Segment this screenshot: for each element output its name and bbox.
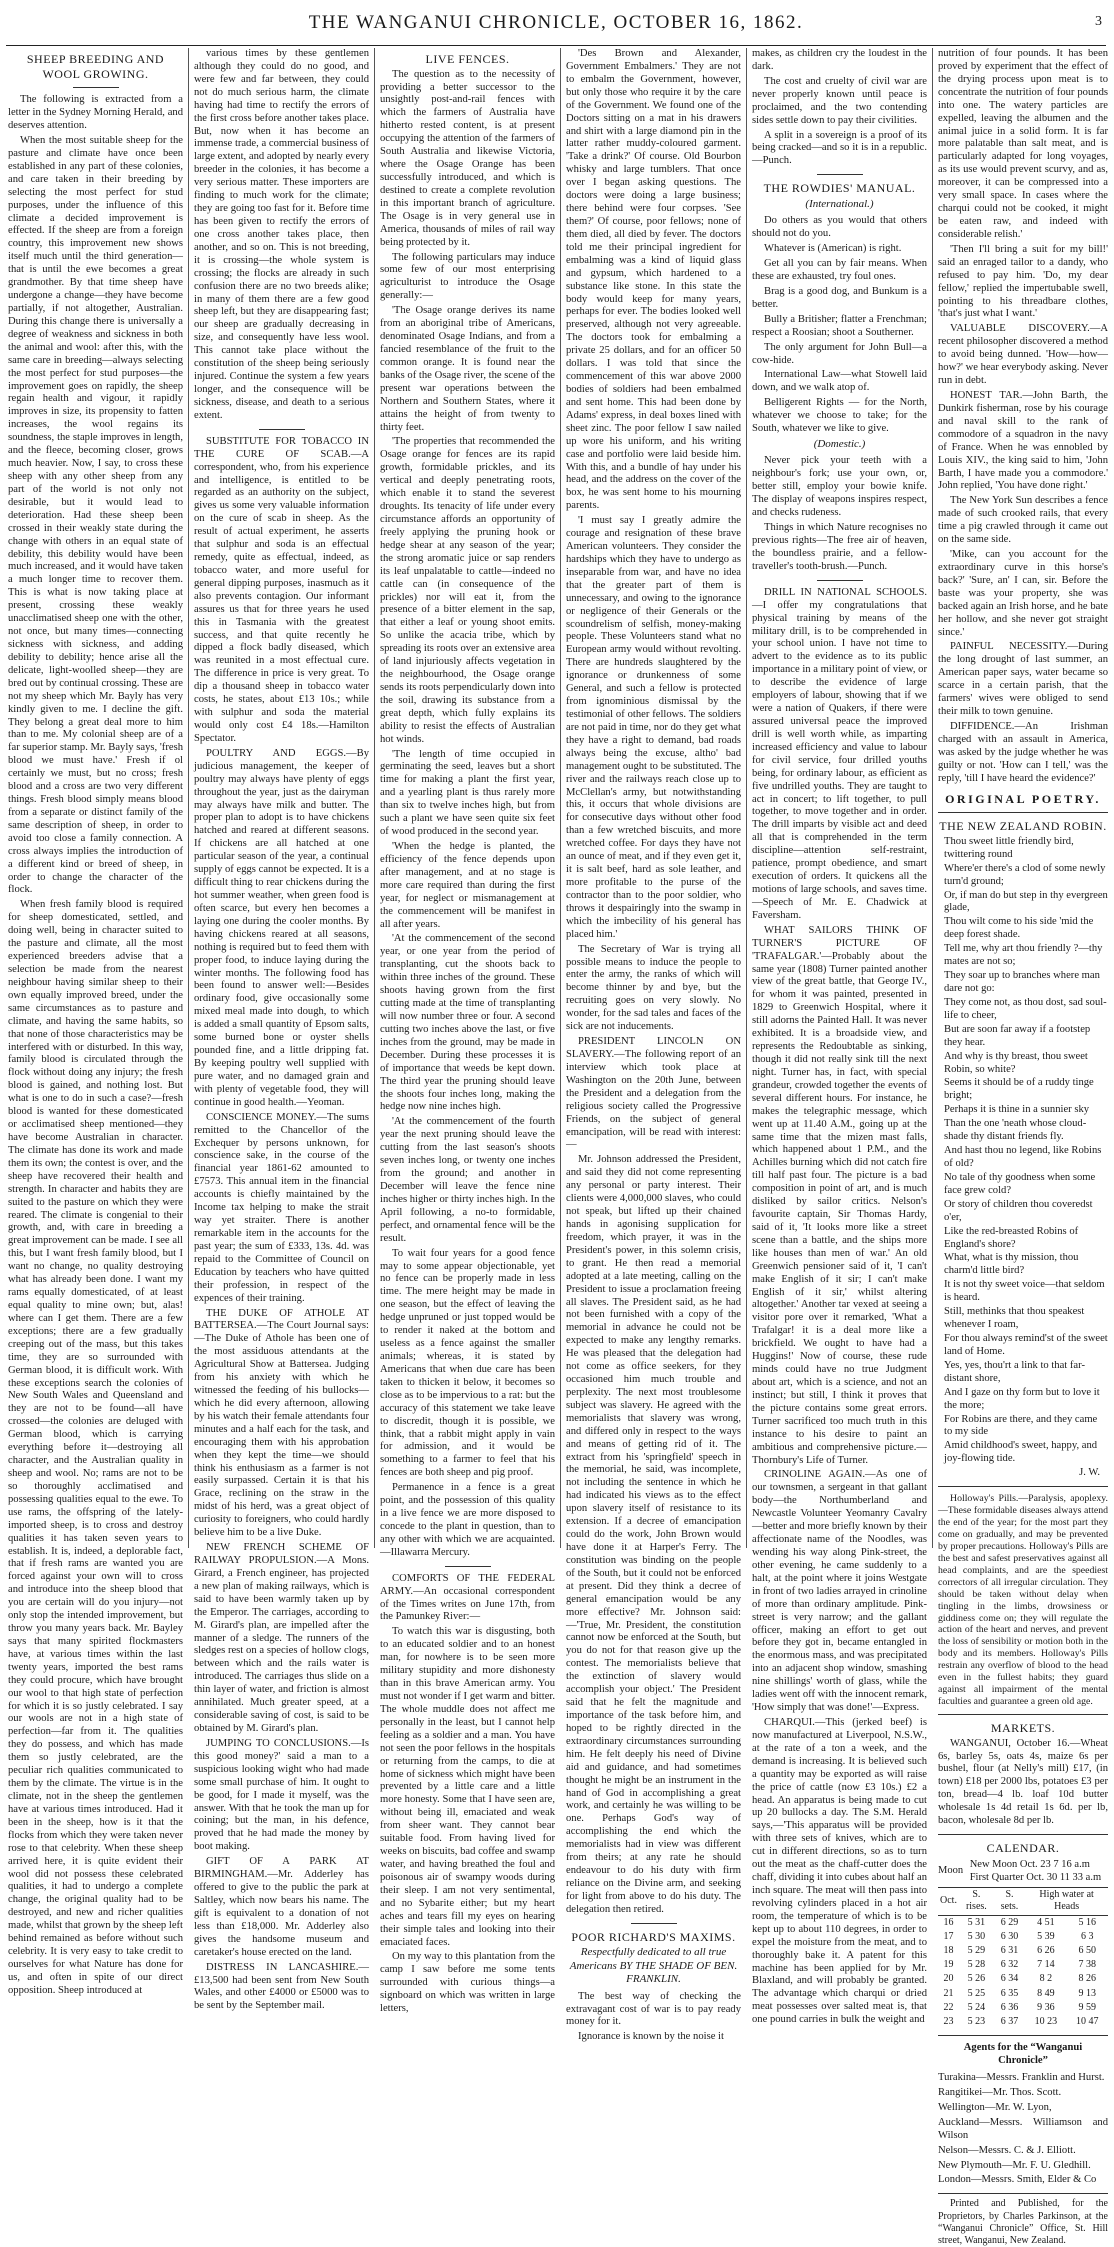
- poem-line: Amid childhood's sweet, happy, and joy-flowing tide.: [944, 1440, 1098, 1465]
- paragraph-lincoln: PRESIDENT LINCOLN ON SLAVERY.—The following report of an interview which took place at Washington on the 20th June, between the President and a delegation from the religious society called the Progressive Friends, on the subject of general emancipation, will be read with interest:—: [566, 1036, 741, 1151]
- tide-table-cell: 5 16: [1078, 1916, 1097, 1928]
- tide-table-row: [938, 1930, 1108, 1944]
- heading-markets: MARKETS.: [990, 1721, 1056, 1735]
- paragraph: The only argument for John Bull—a cow-hide.: [752, 341, 927, 366]
- heading-rowdies-manual: THE ROWDIES' MANUAL.: [763, 181, 916, 196]
- divider: [938, 1486, 1108, 1487]
- poem-line: Seems it should be of a ruddy tinge bright;: [944, 1077, 1094, 1102]
- tide-table-cell: 6 31: [1000, 1945, 1019, 1957]
- agent-entry: London—Messrs. Smith, Elder & Co: [938, 2174, 1097, 2186]
- poem-line: Thou sweet little friendly bird, twittering round: [944, 835, 1074, 860]
- divider: [817, 580, 863, 581]
- divider: [938, 1714, 1108, 1715]
- poem-line: They soar up to branches where man dare not go:: [944, 970, 1100, 995]
- tide-table-cell: 5 28: [967, 1959, 986, 1971]
- poem-line: And I gaze on thy form but to love it the more;: [944, 1386, 1100, 1411]
- poem-line: What, what is thy mission, thou charm'd little bird?: [944, 1252, 1079, 1277]
- column-4: [566, 48, 741, 2043]
- poem-line: Still, methinks that thou speakest whenever I roam,: [944, 1306, 1085, 1331]
- poem-line: Where'er there's a clod of some newly turn'd ground;: [944, 862, 1106, 887]
- tide-table-cell: 8 26: [1078, 1973, 1097, 1985]
- moon-phases: [938, 1859, 1108, 1885]
- poem-signature: J. W.: [1079, 1467, 1100, 1479]
- tide-table-cell: 5 25: [967, 1987, 986, 1999]
- paragraph: VALUABLE DISCOVERY.—A recent philosopher discovered a method to avoid being dunned. 'How—how—how?' we hear everybody asking. Never run in debt.: [938, 323, 1108, 387]
- newspaper-title: THE WANGANUI CHRONICLE, OCTOBER 16, 1862.: [308, 12, 804, 33]
- agent-entry: Turakina—Messrs. Franklin and Hurst.: [938, 2072, 1105, 2084]
- tide-table-row: [938, 2015, 1108, 2029]
- tide-table-cell: 17: [943, 1930, 954, 1942]
- paragraph: various times by these gentlemen although they could do no good, and were few and far between, they could not do much serious harm, the climate having had time to rectify the errors of the first cross before another takes place. But, now when it has become an immense trade, a commercial business of large extent, and adopted by nearly every breeder in the colonies, it has become a very serious matter. These importers are finding to much work for the climate; they are going too fast for it. Before time has been given to rectify the errors of one cross another takes place, then another, and so on. This is not breeding, it is crossing—the whole system is crossing; the flocks are already in such confusion there are no two breeds alike; in many of them there are a few good sheep left, but they are disappearing fast; our sheep are gradually decreasing in size, and consequently have less wool. This cannot take place without the constitution of the sheep being seriously injured. Continue the system a few years longer, and the consequence will be sickness, disease, and death to a serious extent.: [194, 48, 369, 421]
- column-3: [380, 48, 555, 2015]
- paragraph-holloway: Holloway's Pills.—Paralysis, apoplexy.—These formidable diseases always attend the end of the year; for the most part they come on gradually, and may be prevented by proper precautions. Holloway's Pills are the best and safest preservatives against all head complaints, and are the speediest correctors of all irregular circulation. They should be taken without delay when tingling in the limbs, drowsiness or giddiness come on; they will regulate the action of the heart and nerves, and prevent the loss of sensibility or motion both in the body and its members. Holloway's Pills restrain any overflow of blood to the head even in the fullest habits; they guard against all impairment of the mental faculties and guarantee a green old age.: [938, 1493, 1108, 1708]
- paragraph: When fresh family blood is required for sheep domesticated, settled, and doing well, being in character suited to the pasture and climate, all the most experienced breeders advise that a selection be made from the nearest neighbour having similar sheep to their own equally improved breed, under the same circumstances as to pasture and climate, and having the same habits, so that none of those characteristics may be interfered with or disturbed. In this way, family blood is circulated through the flock without doing any injury; the fresh blood is gained, and nothing lost. But what is one to do in such a case?—fresh blood is wanted for these domesticated or acclimatised sheep mentioned—they have become Australian in character. The climate has done its work and made them its own; the contest is over, and the sheep have recovered their health and strength. In character and habits they are suited to the pasture on which they were reared. The climate is congenial to their growth, and, with care in breeding a great improvement can be made. I see all this, but I want fresh family blood, but I want no change, no quality destroying what has already been done. I want my rams equally domesticated, of at least equal quality to mine own; but, alas! where can I get them. There are a few exceptions; there are a few gradually creeping out of the mass, but this takes time, they are so surrounded with German blood, it is difficult work. With these exceptions search the colonies of New South Wales and Queensland and they are not to be found—all have crossed—the colonies are deluged with German blood, which is carrying everything before it—destroying all character, and the Australian quality in sheep and wool. No; rams are not to be so thoroughly acclimatised and possessing qualities equal to the ewe. To use rams, the offspring of the lately-imported sheep, is to cross and destroy qualities it has taken seven years to establish. It is, indeed, a deplorable fact, that if fresh rams are wanted you are forced against your own will to cross and introduce into the sheep blood that you are certain will do you injury—not only stop the intended improvement, but throw you many years back. Mr. Bayley says that many spirited flockmasters have, at various times within the last twenty years, imported the best rams they could procure, which have brought our wool to that high state of perfection for which it is so justly celebrated. I say our wools are not in a high state of perfection—far from it. The qualities they do possess, and which has made them so justly celebrated, are the peculiar rich qualities communicated to them by the climate. The virtue is in the climate, not in the sheep the gentlemen have at various times introduced. Had it been in the sheep, how is it that the flocks from which they were taken never rose to that celebrity. When these sheep arrived here, it is quite evident their wool did not possess these celebrated qualities, it had to undergo a complete change, the original quality had to be destroyed, and new and richer qualities made, whilst that grown by the sheep left behind remained as before without such celebrity. It is very easy to take credit to ourselves for what Nature has done for us, and often in spite of our direct opposition. Sheep introduced at: [8, 899, 183, 1996]
- paragraph: 'At the commencement of the second year, or one year from the period of transplanting, cut the shoots back to within three inches of the ground. These shoots having grown from the first cutting made at the time of transplanting will now number three or four. A second cutting two inches above the last, or five inches from the ground, may be made in December. During these processes it is of importance that weeds be kept down. The third year the pruning should leave the shoots four inches long, making the hedge now nine inches high.: [380, 933, 555, 1113]
- tide-table-cell: 6 26: [1037, 1945, 1055, 1957]
- paragraph: Permanence in a fence is a great point, and the possession of this quality in a live fence we are more disposed to concede to the plant in question, than to any other with which we are acquainted.—Illawarra Mercury.: [380, 1482, 555, 1558]
- poem-line: Perhaps it is thine in a sunnier sky: [944, 1104, 1090, 1116]
- paragraph: The Secretary of War is trying all possible means to induce the people to enter the army, the ranks of which will become thinner by and bye, but the recruiting goes on very slowly. No wonder, for the sad tales and faces of the sick are not inducements.: [566, 943, 741, 1033]
- paragraph: Ignorance is known by the noise it: [578, 2031, 724, 2043]
- poem-line: Or, if man do but step in thy evergreen glade,: [944, 889, 1108, 914]
- paragraph: When the most suitable sheep for the pasture and climate have once been established in any part of these colonies, and care taken in their breeding by selecting the most perfect for stud purposes, under the influence of this climate a decided improvement is effected. If the sheep are from a foreign country, this improvement new shows itself much until the third generation—that is until the ewe becomes a great grandmother. By that time sheep have undergone a change—they have become partially, if not altogether, Australian. During this change there is universally a degree of weakness and sickness in both the animal and wool: after this, with the same care in breeding—always selecting the most perfect for stud purposes—the improvement goes on rapidly, the sheep regain health and vigour, it rapidly improves in size, its propensity to fatten increases, the wool regains its soundness, the staple improves in length, and the fleece, becoming closer, grows much heavier. Now, I say, to cross these sheep with any other sheep from any part of the world is not only not desirable, but it would lead to deterioration. Had these sheep been crossed in their weakly state during the change with others in an equal state of debility, this debility would have been much increased, and it would have taken a much longer time to recover them. This is what is now taking place at present, crossing these weakly unacclimatised sheep one with the other, not once, but many times—connecting sickness with sickness, and adding debility to debility; hence arise all the delicate, light-woolled sheep—they are bred out by continual crossing. These are not my sheep which Mr. Bayly has very kindly given to me. I decline the gift. They belong a great deal more to him than to me. My colonial sheep are of a far superior stamp. Mr. Bayly says, 'fresh blood we must have.' Fresh if ol certainly we must, but no cross; fresh blood and a cross are two very different things. Fresh blood simply means blood from a separate or distinct family of the same description of sheep, in order to avoid too close a family connection. A cross always implies the introduction of a different kind or breed of sheep, in order to change the character of the flock.: [8, 135, 183, 896]
- tide-table-cell: 8 49: [1037, 1987, 1055, 1999]
- paragraph-federal-army: COMFORTS OF THE FEDERAL ARMY.—An occasional correspondent of the Times writes on June 17th, from the Pamunkey River:—: [380, 1572, 555, 1623]
- divider: [938, 2035, 1108, 2036]
- agents-list: [938, 2042, 1108, 2187]
- paragraph: The New York Sun describes a fence made of such crooked rails, that every time a pig crawled through it came out on the same side.: [938, 495, 1108, 546]
- agents-title: Agents for the “Wanganui Chronicle”: [963, 2042, 1083, 2067]
- tide-table-cell: 6 29: [1000, 1916, 1019, 1928]
- divider: [817, 174, 863, 175]
- tide-table-cell: 19: [943, 1959, 954, 1971]
- paragraph: DIFFIDENCE.—An Irishman charged with an assault in America, was asked by the judge whether he was guilty or not. 'How can I tell,' was the reply, 'till I have heard the evidence?': [938, 721, 1108, 784]
- paragraph: Things in which Nature recognises no previous rights—The free air of heaven, the boundless prairie, and a fellow-traveller's tooth-brush.—Punch.: [752, 522, 927, 572]
- subheading-domestic: (Domestic.): [813, 438, 866, 451]
- moon-label: Moon: [938, 1865, 964, 1877]
- paragraph: International Law—what Stowell laid down, and we walk atop of.: [752, 369, 927, 394]
- paragraph: Belligerent Rights — for the North, whatever we choose to take; for the South, whatever we like to give.: [752, 397, 927, 435]
- paragraph: Brag is a good dog, and Bunkum is a better.: [752, 285, 927, 310]
- divider: [73, 87, 119, 88]
- tide-table-cell: 5 31: [967, 1916, 986, 1928]
- tide-table-row: [938, 1972, 1108, 1986]
- poem-line: And hast thou no legend, like Robins of old?: [944, 1145, 1102, 1169]
- poem-line: Tell me, why art thou friendly ?—thy mates are not so;: [944, 943, 1103, 968]
- tide-table-cell: 22: [943, 2001, 954, 2013]
- poem-line: Thou wilt come to his side 'mid the deep forest shade.: [944, 916, 1094, 941]
- tide-table-cell: 5 39: [1037, 1930, 1055, 1942]
- tide-table-header: Oct.: [938, 1888, 959, 1915]
- column-rule: [746, 48, 747, 1548]
- tide-table-cell: 5 26: [967, 1973, 986, 1985]
- paragraph: On my way to this plantation from the camp I saw before me some tents surrounded with curious things—a signboard on which was written in large letters,: [380, 1951, 555, 2015]
- paragraph-crinoline: CRINOLINE AGAIN.—As one of our townsmen, a sergeant in that gallant body—the Northumberland and Newcastle Volunteer Yeomanry Cavalry—better and more briefly known by their affectionate name of the Noodles, was wending his way along Pink-street, the other evening, he came suddenly to a halt, at the point where it joins Westgate in front of two ladies arrayed in crinoline of more than ordinary amplitude. Pink-street is very narrow; and the gallant officer, making an effort to get out before they got in, became entangled in the enormous mass, and was precipitated into an adjacent shop window, smashing nine shillings' worth of glass, while the ladies went off with the innocent remark, 'How simply that was done!'—Express.: [752, 1469, 927, 1714]
- column-rule: [560, 48, 561, 1548]
- divider: [631, 1923, 677, 1924]
- tide-table-cell: 5 24: [967, 2001, 986, 2013]
- paragraph-charqui: CHARQUI.—This (jerked beef) is now manufactured at Liverpool, N.S.W., at the rate of a ton a week, and the demand is increasing. It is believed such a quantity may be exported as will raise the price of cattle (now £3 10s.) £2 a head. An apparatus is being made to cut up 20 bullocks a day. The S.M. Herald says,—'This apparatus will be provided with three sets of knives, which are to cut in different directions, so as to turn out the meat as the chaff-cutter does the chaff, dividing it into cubes about half an inch square. The meat will then pass into revolving cylinders placed in a hot air room, the temperature of which is to be kept up to about 110 degrees, in order to expel the moisture from the meat, and to thoroughly bake it. A patent for this machine has been applied for by Mr. Blaxland, and will probably be granted. The advantage which charqui or dried meat possesses over salted meat is, that one pound carries in bulk the weight and: [752, 1716, 927, 2026]
- column-rule: [188, 48, 189, 1548]
- agent-entry: Nelson—Messrs. C. & J. Elliott.: [938, 2144, 1076, 2156]
- masthead: [6, 6, 1106, 46]
- paragraph: 'Des Brown and Alexander, Government Embalmers.' They are not to embalm the Government, however, but only those who require it by the care of the Government. We found one of the Doctors sitting on a mat in his drawers and shirt with a large diamond pin in the latter rather muddy-coloured garment. 'Take a drink?' Of course. Old Bourbon whisky and large tumblers. That once over I began asking questions. The doctors were doing a large business; there behind were four corpses. 'See them?' Of course, poor fellows; none of them died, all died by fever. The doctors told me their principal ingredient for embalming was a kind of liquid glass and gypsum, which hardened to a substance like stone. In this state the body would keep for many years, perhaps for ever. The bodies looked well preserved, although not very agreeable. The doctors took for embalming a private 25 dollars, and for an officer 50 dollars. I was told that since the commencement of this war above 2000 bodies of soldiers had been embalmed and sent home. This had been done by Adams' express, in deal boxes lined with sheet zinc. The poor fellow I saw nailed up wore his uniform, and his writing case and portfolio were laid beside him. With this, and a bundle of hay under his head, and the address on the cover of the box, he was sent home to his mourning parents.: [566, 48, 741, 512]
- paragraph: PAINFUL NECESSITY.—During the long drought of last summer, an American paper says, water became so scarce in a certain parish, that the farmers' wives were obliged to send their milk to town genuine.: [938, 641, 1108, 718]
- printers-imprint: Printed and Published, for the Proprietors, by Charles Parkinson, at the “Wanganui Chronicle” Office, St. Hill street, Wanganui, New Zealand.: [938, 2193, 1108, 2247]
- tide-table-cell: 6 50: [1078, 1945, 1097, 1957]
- paragraph: 'The properties that recommended the Osage orange for fences are its rapid growth, formidable prickles, and its vertical and deeply penetrating roots, which enable it to stand the severest droughts. Its tenacity of life under every circumstance affords an opportunity of freely applying the pruning hook or hedge shear at any season of the year; the strong aromatic juice or sap renders its leaf unpalatable to cattle—indeed no cattle can (in consequence of the prickles) nor will eat it, from the presence of a bitter element in the sap, that either a leaf or young shoot emits. So unlike the acacia tribe, which by spreading its roots over an extensive area of land injuriously affects vegetation in the neighbourhood, the Osage orange sends its roots perpendicularly down into the soil, drawing its substance from a great depth, which fully explains its ability to resist the effects of Australian hot winds.: [380, 436, 555, 745]
- tide-table-cell: 6 30: [1000, 1930, 1019, 1942]
- paragraph: 'Mike, can you account for the extraordinary curve in this horse's back?' 'Sure, an' I can, sir. Before the baste was your property, she was backed again an Irish horse, and he bate her hollow, and she never got straight since.': [938, 549, 1108, 638]
- paragraph: Get all you can by fair means. When these are exhausted, try foul ones.: [752, 258, 927, 283]
- paragraph: Bully a Britisher; flatter a Frenchman; respect a Roosian; shoot a Southerner.: [752, 313, 927, 338]
- paragraph: 'Then I'll bring a suit for my bill!' said an enraged tailor to a dandy, who refused to pay him. 'Do, my dear fellow,' replied the impertubable swell, pointing to his threadbare clothes, 'that's just what I want.': [938, 243, 1108, 320]
- paragraph: 'I must say I greatly admire the courage and resignation of these brave American volunteers. They consider the hardships which they have to undergo as inseparable from war, and have no idea that the greater part of them is unnecessary, and owing to the ignorance or negligence of their Generals or the scoundrelism of selfish, money-making people. These Volunteers stand what no European army would without revolting. There are hundreds slaughtered by the ignorance or drunkenness of some General, and such a fellow is protected from ignominious dismissal by the testimonial of other fellows. The soldiers are not paid in time, nor do they get what they have a right to demand, bad roads always being the excuse, altho' bad management ought to be substituted. The river and the railways reach close up to McClellan's army, but notwithstanding this, it occurs that whole divisions are for consecutive days without other food than a few wretched biscuits, and more wretched coffee. For days they have not an ounce of meat, and if they even get it, it is salt beef, hard as sole leather, and more profitable to the purse of the contractor than to the poor soldier, who throws it despairingly into the swamp in which the imbecility of his general has placed him.': [566, 515, 741, 940]
- poem-line: They come not, as thou dost, sad soul-life to cheer,: [944, 996, 1107, 1021]
- tide-table-cell: 6 34: [1000, 1973, 1019, 1985]
- markets-report: WANGANUI, October 16.—Wheat 6s, barley 5s, oats 4s, maize 6s per bushel, flour (at Nelly's mill) £17, (in town) £18 per 2000 lbs, potatoes £3 per ton, bread—4 lb. loaf 10d butter wholesale 1s 4d retail 1s 6d. per lb, bacon, wholesale 8d per lb.: [938, 1737, 1108, 1827]
- heading-calendar: CALENDAR.: [986, 1841, 1060, 1856]
- paragraph-drill: DRILL IN NATIONAL SCHOOLS.—I offer my congratulations that physical training by means of the military drill, is to be comprehended in your school union. I have not time to advert to the evidence as to its public importance in a military point of view, or to describe the evidence of large employers of labour, showing that if we were a nation of Quakers, if there were assured universal peace the improved drill is well worth while, as imparting increased efficiency and value to labour for civil service, four drilled youths being, for ordinary labour, as efficient as five undrilled youths. They are taught to act in concert; to lift together, to pull together, to move together and in order. The drill imparts by visible act and deed all that is comprehended in the term discipline—attention self-restraint, patience, prompt obedience, and smart execution of orders. It quickens all the motions of large schools, and saves time.—Speech of Mr. E. Chadwick at Faversham.: [752, 586, 927, 921]
- tide-table-cell: 10 47: [1076, 2015, 1099, 2027]
- tide-table-cell: 6 3: [1081, 1930, 1094, 1942]
- poem-line: For Robins are there, and they came to my side: [944, 1413, 1098, 1438]
- tide-table-cell: 6 35: [1000, 1987, 1019, 1999]
- tide-table-cell: 18: [943, 1945, 954, 1957]
- paragraph: The following is extracted from a letter in the Sydney Morning Herald, and deserves attention.: [8, 94, 183, 132]
- tide-table-cell: 6 36: [1000, 2001, 1019, 2013]
- tide-table-cell: 6 37: [1000, 2015, 1019, 2027]
- tide-table-cell: 7 38: [1078, 1959, 1097, 1971]
- tide-table-cell: 8 2: [1039, 1973, 1053, 1985]
- column-rule: [374, 48, 375, 1548]
- paragraph-conscience: CONSCIENCE MONEY.—The sums remitted to the Chancellor of the Exchequer by persons unknown, for conscience sake, in the course of the financial year 1861-62 amounted to £7573. This annual item in the financial accounts is chiefly maintained by the Income tax helping to make the strait way yet straiter. There is another remarkable item in the accounts for the past year; the sum of £333, 13s. 4d. was repaid to the Committee of Council on Education by teachers who have quitted their profession, in respect of the expences of their training.: [194, 1111, 369, 1304]
- tide-table-cell: 9 36: [1037, 2001, 1055, 2013]
- agent-entry: New Plymouth—Mr. F. U. Gledhill.: [938, 2159, 1091, 2171]
- tide-table-cell: 6 32: [1000, 1959, 1019, 1971]
- paragraph: HONEST TAR.—John Barth, the Dunkirk fisherman, rose by his courage and naval skill to the rank of commodore of a squadron in the navy of France. When he was ennobled by Louis XIV., the king said to him, 'John Barth, I have made you a commodore.' John replied, 'You have done right.': [938, 389, 1108, 492]
- tide-table-cell: 20: [943, 1973, 954, 1985]
- tide-table-row: [938, 1958, 1108, 1972]
- page-number: 3: [1095, 14, 1102, 29]
- moon-new: New Moon Oct. 23 7 16 a.m: [969, 1858, 1090, 1870]
- paragraph: The question as to the necessity of providing a better successor to the unsightly post-and-rail fences with which the farmers of Australia have hitherto rested content, is at present occupying the attention of the farmers of South Australia and likewise Victoria, where the Osage Orange has been successfully introduced, and which is destined to create a complete revolution in this important branch of agriculture. The Osage is in very general use in America, thousands of miles of rail way being protected by it.: [380, 68, 555, 248]
- tide-table-header: S. sets.: [994, 1888, 1025, 1915]
- paragraph: Never pick your teeth with a neighbour's fork; use your own, or, better still, employ your bowie knife. The display of weapons inspires respect, and checks rudeness.: [752, 455, 927, 519]
- tide-table-header: High water at Heads: [1025, 1888, 1108, 1915]
- columns: [8, 48, 1108, 2246]
- poem-line: And why is thy breast, thou sweet Robin, so white?: [944, 1050, 1088, 1075]
- paragraph: 'The length of time occupied in germinating the seed, leaves but a short time for making a plant the first year, and a yearling plant is thus rarely more than six to twelve inches high, but from such a plant we have seen quite six feet of wood produced in the second year.: [380, 748, 555, 838]
- paragraph: Mr. Johnson addressed the President, and said they did not come representing any personal or party interest. Their clients were 4,000,000 slaves, who could not speak, but lifted up their chained hands in agonising supplication for freedom, which prayer, it was in the President's power, in this solemn crisis, to grant. He then read a memorial adopted at a late meeting, calling on the President to issue a proclamation freeing all slaves. The President said, as he had not been furnished with a copy of the memorial in advance he could not be expected to make any lengthy remarks. He was pleased that the delegation had not come as office seekers, for they occasioned him much trouble and perplexity. The next most troublesome subject was slavery. He agreed with the memorialists that slavery was wrong, and differed only in respect to the ways and means of getting rid of it. The extract from his 'springfield' speech in the memorial, he said, was incomplete, not including the sentence in which he had indicated his views as to the effect upon slavery itself of resistance to its extension. If a decree of emancipation could do the work, John Brown would have done it at Harper's Ferry. The constitution was binding on the people of the South, but it could not be enforced at present. Did they think a decree of general emancipation would be any more effective? Mr. Johnson said:—'True, Mr. President, the constitution cannot now be enforced at the South, but you do not for that reason give up the contest. The memorialists believe that the extinction of slavery would accomplish your object.' The President said that he felt the magnitude and importance of the task before him, and hoped to be rightly directed in the extraordinary circumstances surrounding him. He felt deeply his need of Divine aid and guidance, and had sometimes thought he might be an instrument in the hand of God in accomplishing a great work, and certainly he was willing to be one. Perhaps God's way of accomplishing the end which the memorialists had in view was different from theirs; at any rate he should endeavour to do his duty with firm reliance on the Divine arm, and seeking for light from above to do his duty. The delegation then retired.: [566, 1154, 741, 1915]
- moon-first-quarter: First Quarter Oct. 30 11 33 a.m: [969, 1871, 1102, 1883]
- column-6: [938, 48, 1108, 2246]
- paragraph: Do others as you would that others should not do you.: [752, 215, 927, 240]
- tide-table-cell: 5 29: [967, 1945, 986, 1957]
- subheading-international: (International.): [805, 197, 874, 210]
- column-rule: [932, 48, 933, 1548]
- paragraph-distress: DISTRESS IN LANCASHIRE.—£13,500 had been sent from New South Wales, and other £4000 or £5000 was to be sent by the September mail.: [194, 1961, 369, 2012]
- tide-table-cell: 4 51: [1037, 1916, 1055, 1928]
- poem-line: No tale of thy goodness when some face grew cold?: [944, 1171, 1096, 1196]
- subheading-poor-richard: Respectfully dedicated to all true Americans BY THE SHADE OF BEN. FRANKLIN.: [569, 1946, 738, 1986]
- paragraph-park: GIFT OF A PARK AT BIRMINGHAM.—Mr. Adderley has offered to give to the public the park at Saltley, which now bears his name. The gift is equivalent to a donation of not less than £18,000. Mr. Adderley also gives the handsome museum and caretaker's house erected on the land.: [194, 1856, 369, 1958]
- column-2: [194, 48, 369, 2012]
- tide-table-cell: 5 30: [967, 1930, 986, 1942]
- agent-entry: Wellington—Mr. W. Lyon,: [938, 2101, 1052, 2113]
- poem-line: Than the one 'neath whose cloud-shade thy distant friends fly.: [944, 1118, 1087, 1143]
- tide-table-cell: 16: [943, 1916, 954, 1928]
- paragraph: The cost and cruelty of civil war are never properly known until peace is proclaimed, and the two contending sides settle down to pay their civilities.: [752, 75, 927, 126]
- paragraph: 'At the commencement of the fourth year the next pruning should leave the cutting from the last season's shoots seven inches long, or twenty one inches from the ground; and another in December will leave the fence nine inches higher or thirty inches high. In the April following, a no-to formidable, perfect, and ornamental fence will be the result.: [380, 1116, 555, 1244]
- poem: [938, 836, 1108, 1466]
- tide-table-cell: 10 23: [1034, 2015, 1058, 2027]
- tide-table-cell: 23: [943, 2015, 954, 2027]
- paragraph: A split in a sovereign is a proof of its being cracked—and so it is in a republic.—Punch.: [752, 129, 927, 167]
- paragraph-poultry: POULTRY AND EGGS.—By judicious management, the keeper of poultry may always have plenty of eggs throughout the year, just as the dairyman may always have milk and butter. The proper plan to adopt is to have chickens hatched and reared at different seasons. If chickens are all hatched at one particular season of the year, a continual supply of eggs cannot be expected. It is a difficult thing to rear chickens during the hot summer weather, when green food is often scarce, but every hen becomes a laying one during the cooler months. By having chickens reared at all seasons, nothing is required but to feed them with proper food, to induce laying during the winter months. The following food has been found to answer well:—Besides ordinary food, give occasionally some mixed meal made into dough, to which is added a small quantity of Epsom salts, some burned bone or oyster shells pounded fine, and a little dripping fat. By keeping poultry well supplied with pure water, and no damaged grain and with plenty of vegetable food, they will continue in good health.—Yeoman.: [194, 747, 369, 1108]
- poem-line: It is not thy sweet voice—that seldom is heard.: [944, 1279, 1105, 1304]
- tide-table-header: S. rises.: [959, 1888, 994, 1915]
- tide-table-row: [938, 1944, 1108, 1958]
- tide-table-row: [938, 1987, 1108, 2001]
- tide-table-cell: 21: [943, 1987, 954, 1999]
- heading-original-poetry: ORIGINAL POETRY.: [945, 791, 1101, 806]
- heading-poem: THE NEW ZEALAND ROBIN.: [939, 819, 1107, 834]
- divider: [938, 812, 1108, 813]
- paragraph-turner: WHAT SAILORS THINK OF TURNER'S PICTURE OF 'TRAFALGAR.'—Probably about the same year (1808) Turner painted another view of the great battle, that George IV., for whom it was painted, presented in 1829 to Greenwich Hospital, where it still adorns the Painted Hall. It was never exhibited. It is a broadside view, and represents the Redoubtable as sinking, though it did not really sink till the next night. Turner has, in fact, with special grandeur, crowded together the events of several different hours. For instance, he makes the telegraphic message, which went up at 11.40 A.M., going up at the same time that the mizen mast falls, which happened about 1 P.M., and the Achilles burning which did not catch fire till half past four. The picture is a bad composition in point of art, and is much disliked by sailor critics. Nelson's favourite captain, Sir Thomas Hardy, said of it, 'It looks more like a street scene than a battle, and the ships more like houses than men of war.' An old Greenwich pensioner said of it, 'I can't make English of it sir; I can't make English of it sir,' whilst altering altogether.' Another tar vexed at seeing a visitor pore over it remarked, 'What a Trafalgar! it is a deal more like a brickfield. We ought to have had a Huggins!' Now of course, these rude minds could have no true Judgment about art, which is a science, and not an instinct; but still, I think it proves that the picture contains some great errors. Turner sacrificed too much truth in this instance to his desire to paint an ambitious and comprehensive picture.—Thornbury's Life of Turner.: [752, 924, 927, 1466]
- paragraph: The best way of checking the extravagant cost of war is to pay ready money for it.: [566, 1990, 741, 2028]
- paragraph: 'When the hedge is planted, the efficiency of the fence depends upon after management, and at no stage is more care required than during the first year, for neglect or mismanagement at the commencement will be manifest in all after years.: [380, 841, 555, 930]
- heading-poor-richard: POOR RICHARD'S MAXIMS.: [571, 1929, 736, 1944]
- tide-table-row: [938, 2001, 1108, 2015]
- column-5: [752, 48, 927, 2026]
- paragraph: The following particulars may induce some few of our most enterprising agriculturist to introduce the Osage generally:—: [380, 251, 555, 302]
- poem-line: For thou always remind'st of the sweet land of Home.: [944, 1332, 1108, 1357]
- poem-line: But are soon far away if a footstep they hear.: [944, 1023, 1091, 1048]
- divider: [445, 1566, 491, 1567]
- poem-line: Like the red-breasted Robins of England's shore?: [944, 1225, 1079, 1250]
- paragraph: makes, as children cry the loudest in the dark.: [752, 48, 927, 72]
- tide-table-cell: 7 14: [1037, 1959, 1055, 1971]
- paragraph-tobacco: SUBSTITUTE FOR TOBACCO IN THE CURE OF SCAB.—A correspondent, who, from his experience and intelligence, is entitled to be regarded as an authority on the subject, gives us some very valuable information on the cure of scab in sheep. As the result of actual experiment, he asserts that sulphur and soda is an effectual remedy, quite as effectual, indeed, as tobacco water, and more useful for general dipping purposes, inasmuch as it also prevents contagion. Our informant assures us that for three years he used this in Tasmania with the greatest success, and that quite recently he dipped a flock badly diseased, which was reunited in a most effectual cure. The difference in price is very great. To dip a thousand sheep in tobacco water costs, he states, about £13 10s.; while with sulphur and soda the material would only cost £4 18s.—Hamilton Spectator.: [194, 435, 369, 744]
- paragraph-athole: THE DUKE OF ATHOLE AT BATTERSEA.—The Court Journal says:—The Duke of Athole has been one of the most assiduous attendants at the Agricultural Show at Battersea. Judging from his anxiety with which he witnessed the feeding of his bullocks—which he did every afternoon, allowing by his watch their female attendants four minutes and a half each for the task, and encouraging them with his approbation when they kept the time—we should think his enthusiasm as a farmer is not easily surpassed. Certain it is that his Grace, reclining on the straw in the midst of his herd, was a great object of curiosity to foreigners, who could hardly believe him to be a live Duke.: [194, 1307, 369, 1539]
- heading-live-fences: LIVE FENCES.: [425, 52, 510, 66]
- column-1: [8, 48, 183, 1996]
- agent-entry: Rangitikei—Mr. Thos. Scott.: [938, 2086, 1062, 2098]
- tide-table-cell: 9 13: [1078, 1987, 1097, 1999]
- divider: [259, 429, 305, 430]
- poem-line: Yes, yes, thou'rt a link to that far-distant shore,: [944, 1359, 1085, 1384]
- paragraph-railway: NEW FRENCH SCHEME OF RAILWAY PROPULSION.—A Mons. Girard, a French engineer, has projected a new plan of making railways, which is said to have been warmly taken up by the Emperor. The carriages, according to M. Girard's plan, are impelled after the manner of a sledge. The runners of the sledges rest on a species of hollow clogs, between which and the rails water is introduced. The carriages thus slide on a thin layer of water, and friction is almost annihilated. Much greater speed, at a considerable saving of cost, is said to be obtained by M. Girard's plan.: [194, 1542, 369, 1734]
- paragraph-jumping: JUMPING TO CONCLUSIONS.—Is this good money?' said a man to a suspicious looking wight who had made some small purchase of him. It ought to be good, for I made it myself, was the answer. With that he took the man up for coining; but the man, in his defence, proved that he had made the money by boot making.: [194, 1737, 369, 1853]
- heading-sheep-breeding: SHEEP BREEDING AND WOOL GROWING.: [26, 52, 165, 81]
- divider: [938, 1834, 1108, 1835]
- tide-table-cell: 9 59: [1078, 2001, 1097, 2013]
- poem-line: Or story of children thou coveredst o'er,: [944, 1198, 1093, 1223]
- paragraph: 'The Osage orange derives its name from an aboriginal tribe of Americans, denominated Osage Indians, and from a fancied resemblance of the fruit to the common orange. It is found near the banks of the Osage river, the scene of the present war operations between the Northern and Southern States, where it attains the height of from twenty to thirty feet.: [380, 305, 555, 433]
- paragraph: To wait four years for a good fence may to some appear objectionable, yet no fence can be properly made in less time. The mere height may be made in one season, but the effect of leaving the hedge unpruned or just topped would be to render it naked at the bottom and useless as a fence against the smaller animals; whereas, it is stated by Americans that when due care has been taken to thicken it below, it becomes so close as to be impervious to a rat: but the accuracy of this statement we take leave to discredit, though it is possible, we think, that a rabbit might apply in vain for admission, and it would be something to a farmer to feel that his fences are both sheep and pig proof.: [380, 1247, 555, 1479]
- paragraph: Whatever is (American) is right.: [764, 243, 902, 255]
- tide-table-cell: 5 23: [967, 2015, 986, 2027]
- tide-table: [938, 1887, 1108, 2029]
- paragraph: nutrition of four pounds. It has been proved by experiment that the effect of the drying process upon meat is to concentrate the nutrition of four pounds into one. The watery particles are expelled, leaving the albumen and the animal juice in a solid form. It is far more palatable than salt meat, and is particularly adapted for long voyages, as its use would prevent scurvy, and as, moreover, it can be compressed into a very small space. In cases where the charqui could not be cooked, it might be eaten raw, and indeed with considerable relish.': [938, 48, 1108, 240]
- tide-table-row: [938, 1915, 1108, 1930]
- agent-entry: Auckland—Messrs. Williamson and Wilson: [938, 2116, 1108, 2141]
- paragraph: To watch this war is disgusting, both to an educated soldier and to an honest man, for nowhere is to be seen more military stupidity and more dishonesty than in this brave American army. You must not wonder if I get warm and bitter. The whole muddle does not affect me personally in the least, but I cannot help feeling as a soldier and a man. You have not seen the poor fellows in the hospitals or returning from the camps, to die at home of sickness which might have been prevented by a little care and a little more honesty. Some that I have seen are, without being ill, emaciated and weak from sheer want. They cannot bear suitable food. From having lived for weeks on biscuits, bad coffee and swamp water, and having breathed the foul and poisonous air of swampy woods during their sleep. I am not very sentimental, and no Sybarite either; but my heart aches and tears fill my eyes on hearing their simple tales and looking into their emaciated faces.: [380, 1626, 555, 1948]
